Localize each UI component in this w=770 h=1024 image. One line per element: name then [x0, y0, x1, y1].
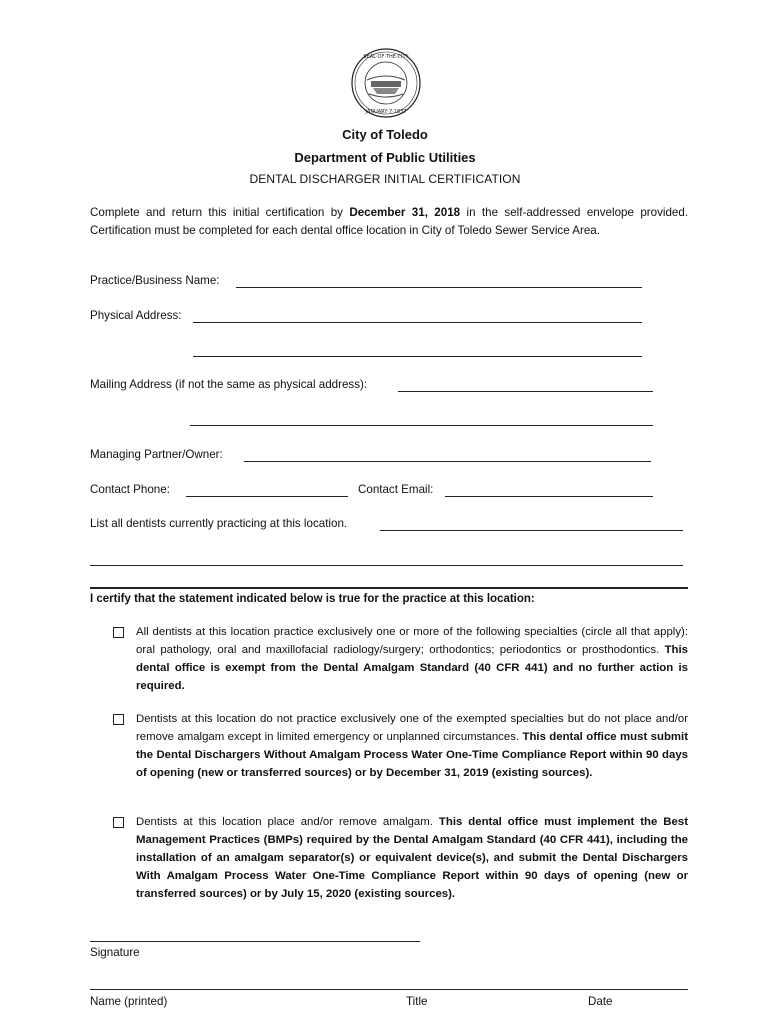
option-3-checkbox[interactable]: [113, 817, 124, 828]
option-3-normal: Dentists at this location place and/or remove amalgam.: [136, 816, 439, 828]
form-title: DENTAL DISCHARGER INITIAL CERTIFICATION: [249, 172, 521, 186]
svg-text:SEAL·OF·THE·CITY: SEAL·OF·THE·CITY: [363, 54, 409, 60]
physical-address-label: Physical Address:: [90, 309, 182, 322]
practice-name-label: Practice/Business Name:: [90, 274, 220, 287]
practice-name-field[interactable]: [236, 287, 642, 288]
contact-phone-field[interactable]: [186, 496, 348, 497]
intro-text-2: in the self-addressed envelope provided. Certification must be completed for each dental office location in City of Toledo Sewer Service Area.: [90, 206, 689, 237]
intro-text-1: Complete and return this initial certification by: [90, 206, 350, 219]
option-1-text: [136, 623, 688, 695]
name-title-date-field[interactable]: [90, 989, 688, 990]
option-1-checkbox[interactable]: [113, 627, 124, 638]
svg-text:JANUARY·7·1837: JANUARY·7·1837: [365, 109, 407, 115]
option-2-normal: Dentists at this location do not practice exclusively one of the exempted specialties but do not place and/or remove amalgam except in limited emergency or unplanned circumstances.: [136, 713, 688, 743]
date-label: Date: [588, 995, 613, 1008]
managing-partner-field[interactable]: [244, 461, 651, 462]
mailing-address-label: Mailing Address (if not the same as physical address):: [90, 378, 368, 391]
name-printed-label: Name (printed): [90, 995, 168, 1008]
contact-email-label: Contact Email:: [358, 483, 434, 496]
option-2-text: [136, 710, 688, 782]
intro-paragraph: [90, 204, 688, 240]
dentists-list-label: List all dentists currently practicing at this location.: [90, 517, 348, 530]
mailing-address-field-2[interactable]: [190, 425, 653, 426]
department-title: Department of Public Utilities: [294, 150, 476, 165]
physical-address-field-2[interactable]: [193, 356, 642, 357]
section-divider: [90, 587, 688, 589]
option-3-text: [136, 813, 688, 903]
contact-phone-label: Contact Phone:: [90, 483, 170, 496]
signature-field[interactable]: [90, 941, 420, 942]
option-2-checkbox[interactable]: [113, 714, 124, 725]
city-title: City of Toledo: [342, 127, 428, 142]
dentists-list-field-2[interactable]: [90, 565, 683, 566]
title-label: Title: [406, 995, 428, 1008]
option-1-bold: This dental office is exempt from the Dental Amalgam Standard (40 CFR 441) and no further action is required.: [136, 644, 688, 692]
intro-deadline: December 31, 2018: [349, 206, 461, 219]
option-1-normal: All dentists at this location practice exclusively one or more of the following specialties (circle all that apply): oral pathology, oral and maxillofacial radiology/surgery; orthodontics; periodontics or prosthodontics.: [136, 626, 688, 656]
managing-partner-label: Managing Partner/Owner:: [90, 448, 223, 461]
mailing-address-field[interactable]: [398, 391, 653, 392]
certify-heading: I certify that the statement indicated below is true for the practice at this location:: [90, 593, 535, 605]
physical-address-field[interactable]: [193, 322, 642, 323]
signature-label: Signature: [90, 946, 140, 959]
option-3-bold: This dental office must implement the Best Management Practices (BMPs) required by the Dental Amalgam Standard (40 CFR 441), including the installation of an amalgam separator(s) or equivalent device(s), and submit the Dental Dischargers With Amalgam Process Water One-Time Compliance Report within 90 days of opening (new or transferred sources) or by July 15, 2020 (existing sources).: [136, 816, 688, 900]
option-2-bold: This dental office must submit the Dental Dischargers Without Amalgam Process Water One-Time Compliance Report within 90 days of opening (new or transferred sources) or by December 31, 2019 (existing sources).: [136, 731, 688, 779]
contact-email-field[interactable]: [445, 496, 653, 497]
dentists-list-field[interactable]: [380, 530, 683, 531]
city-seal-logo: [351, 48, 421, 118]
